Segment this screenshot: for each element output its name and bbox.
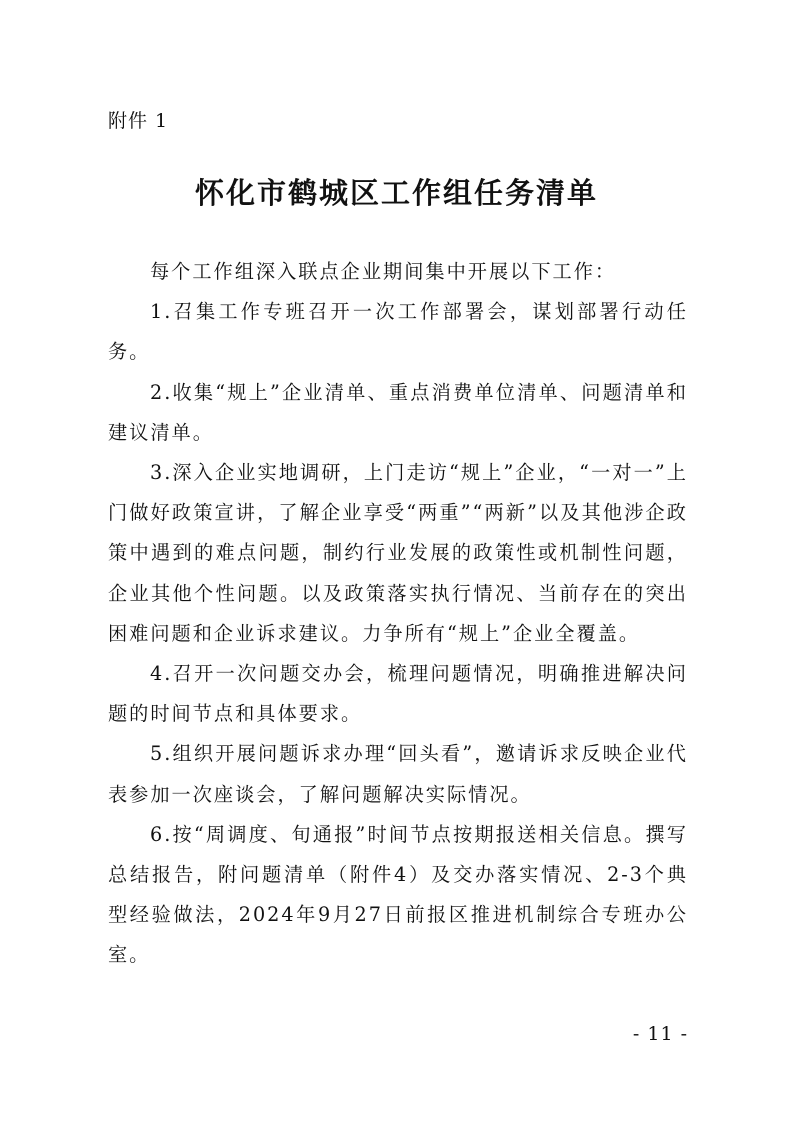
page-number: - 11 - [632, 1023, 688, 1045]
task-item-6: 6.按“周调度、旬通报”时间节点按期报送相关信息。撰写总结报告，附问题清单（附件4）及交办落实情况、2-3个典型经验做法，2024年9月27日前报区推进机制综合专班办公室。 [108, 822, 688, 967]
task-item-4: 4.召开一次问题交办会，梳理问题情况，明确推进解决问题的时间节点和具体要求。 [108, 662, 688, 726]
task-item-3: 3.深入企业实地调研，上门走访“规上”企业，“一对一”上门做好政策宣讲，了解企业享受“两重”“两新”以及其他涉企政策中遇到的难点问题，制约行业发展的政策性或机制性问题，企业其他个性问题。以及政策落实执行情况、当前存在的突出困难问题和企业诉求建议。力争所有“规上”企业全覆盖。 [108, 461, 688, 645]
task-item-1: 1.召集工作专班召开一次工作部署会，谋划部署行动任务。 [108, 300, 688, 364]
attachment-label: 附件 1 [108, 110, 169, 132]
document-title: 怀化市鹤城区工作组任务清单 [194, 176, 598, 210]
document-body [108, 252, 688, 976]
task-item-5: 5.组织开展问题诉求办理“回头看”，邀请诉求反映企业代表参加一次座谈会，了解问题解决实际情况。 [108, 742, 688, 806]
task-item-2: 2.收集“规上”企业清单、重点消费单位清单、问题清单和建议清单。 [108, 380, 688, 444]
intro-paragraph: 每个工作组深入联点企业期间集中开展以下工作： [150, 260, 617, 283]
